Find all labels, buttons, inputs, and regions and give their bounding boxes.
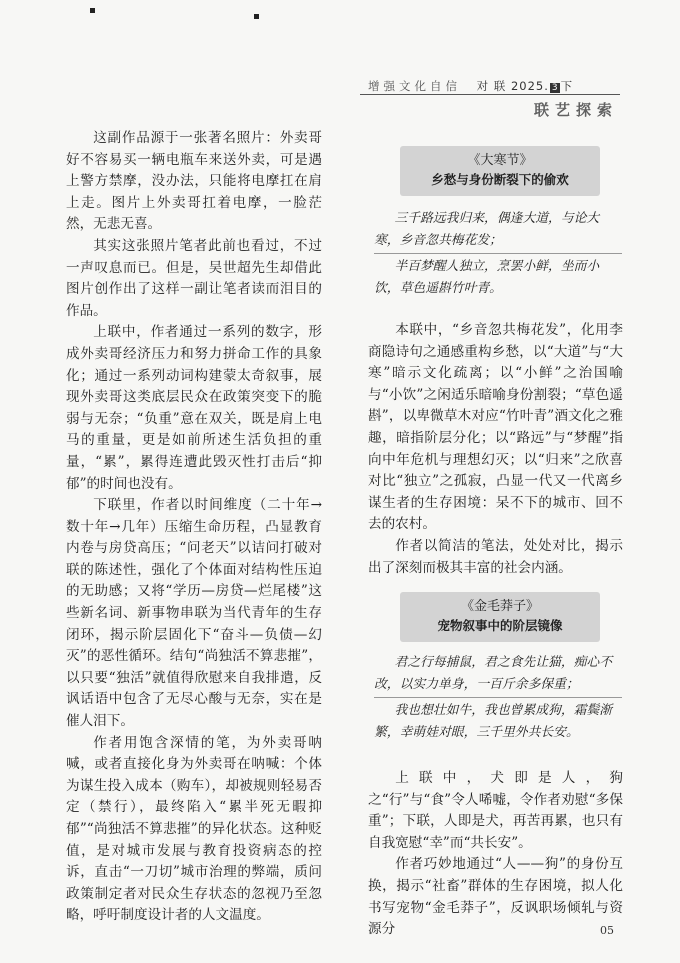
paragraph: 上联中，作者通过一系列的数字，形成外卖哥经济压力和努力拼命工作的具象化；通过一系列动词构建蒙太奇叙事，展现外卖哥这类底层民众在政策突变下的脆弱与无奈；“负重”意在双关，既是肩上电马的重量，更是如前所述生活负担的重量，“累”，累得连遭此毁灭性打击后“抑郁”的时间也没有。 <box>66 324 322 492</box>
section-title: 联艺探索 <box>533 101 618 119</box>
couplet-upper: 三千路远我归来，偶逢大道，与论大寒，乡音忽共梅花发； <box>374 211 600 248</box>
paragraph: 作者巧妙地通过“人——狗”的身份互换，揭示“社畜”群体的生存困境，拟人化书写宠物“金毛莽子”，反讽职场倾轧与资源分 <box>368 856 623 938</box>
right-text-2 <box>368 768 623 941</box>
corner-mark <box>90 8 95 13</box>
couplet-title: 《金毛莽子》 <box>460 599 539 614</box>
corner-mark <box>254 14 259 19</box>
couplet-text-1b <box>374 256 624 299</box>
couplet-upper: 君之行每捕鼠，君之食先让猫，痴心不改，以实力单身，一百斤余多保重； <box>374 655 613 692</box>
couplet-text-2b <box>374 700 624 743</box>
divider <box>374 697 622 698</box>
couplet-banner-1 <box>400 146 600 196</box>
couplet-subtitle: 乡愁与身份断裂下的偷欢 <box>431 172 569 187</box>
paragraph: 这副作品源于一张著名照片：外卖哥好不容易买一辆电瓶车来送外卖，可是遇上警方禁摩，没办法，只能将电摩扛在肩上走。图片上外卖哥扛着电摩，一脸茫然，无悲无喜。 <box>66 130 322 233</box>
couplet-banner-2 <box>400 592 600 642</box>
paragraph: 下联里，作者以时间维度（二十年→数十年→几年）压缩生命历程，凸显教育内卷与房贷高压；“问老天”以诘问打破对联的陈述性，强化了个体面对结构性压迫的无助感；又将“学历—房贷—烂尾楼”这些新名词、新事物串联为当代青年的生存闭环，揭示阶层固化下“奋斗—负债—幻灭”的恶性循环。结句“尚独活不算悲摧”，以只要“独活”就值得欣慰来自我排遣，反讽话语中包含了无尽心酸与无奈，实在是催人泪下。 <box>66 497 322 730</box>
couplet-lower: 半百梦醒人独立，烹罢小鲜，坐而小饮，草色遥斟竹叶青。 <box>374 259 600 296</box>
couplet-text-2 <box>374 652 624 695</box>
paragraph: 作者以简洁的笔法，处处对比，揭示出了深刻而极其丰富的社会内涵。 <box>368 537 623 576</box>
paragraph: 本联中，“乡音忽共梅花发”，化用李商隐诗句之通感重构乡愁，以“大道”与“大寒”暗示文化疏离；以“小鲜”之治国喻与“小饮”之闲适乐暗喻身份割裂；“草色遥斟”，以卑微草木对应“竹叶青”酒文化之雅趣，暗指阶层分化；以“路远”与“梦醒”指向中年危机与理想幻灭；以“归来”之欣喜对比“独立”之孤寂，凸显一代又一代离乡谋生者的生存困境：呆不下的城市、回不去的农村。 <box>368 322 623 533</box>
issue-label: 对 联 2025. 3 下 <box>476 79 574 93</box>
header-rule <box>360 94 620 95</box>
couplet-text-1 <box>374 208 624 251</box>
paragraph: 作者用饱含深情的笔，为外卖哥呐喊，或者直接化身为外卖哥在呐喊：个体为谋生投入成本（购车），却被规则轻易否定（禁行），最终陷入“累半死无暇抑郁”“尚独活不算悲摧”的异化状态。这种贬值，是对城市发展与教育投资病态的控诉，直击“一刀切”城市治理的弊端，质问政策制定者对民众生存状态的忽视乃至忽略，呼吁制度设计者的人文温度。 <box>66 734 322 924</box>
paragraph: 上联中，犬即是人，狗之“行”与“食”令人唏嘘，令作者劝慰“多保重”；下联，人即是犬，再苦再累，也只有自我宽慰“幸”而“共长安”。 <box>368 770 623 851</box>
page-number: 05 <box>600 924 614 937</box>
header-slogan: 增强文化自信 <box>368 79 461 93</box>
header <box>368 78 573 94</box>
paragraph: 其实这张照片笔者此前也看过，不过一声叹息而已。但是，吴世超先生却借此图片创作出了这样一副让笔者读而泪目的作品。 <box>66 237 322 319</box>
couplet-lower: 我也想壮如牛，我也曾累成狗，霜鬓渐繁，幸萌娃对眼，三千里外共长安。 <box>374 703 613 740</box>
right-text-1 <box>368 320 623 579</box>
couplet-subtitle: 宠物叙事中的阶层镜像 <box>437 618 563 633</box>
left-column <box>66 128 322 927</box>
couplet-title: 《大寒节》 <box>467 153 533 168</box>
divider <box>374 253 622 254</box>
